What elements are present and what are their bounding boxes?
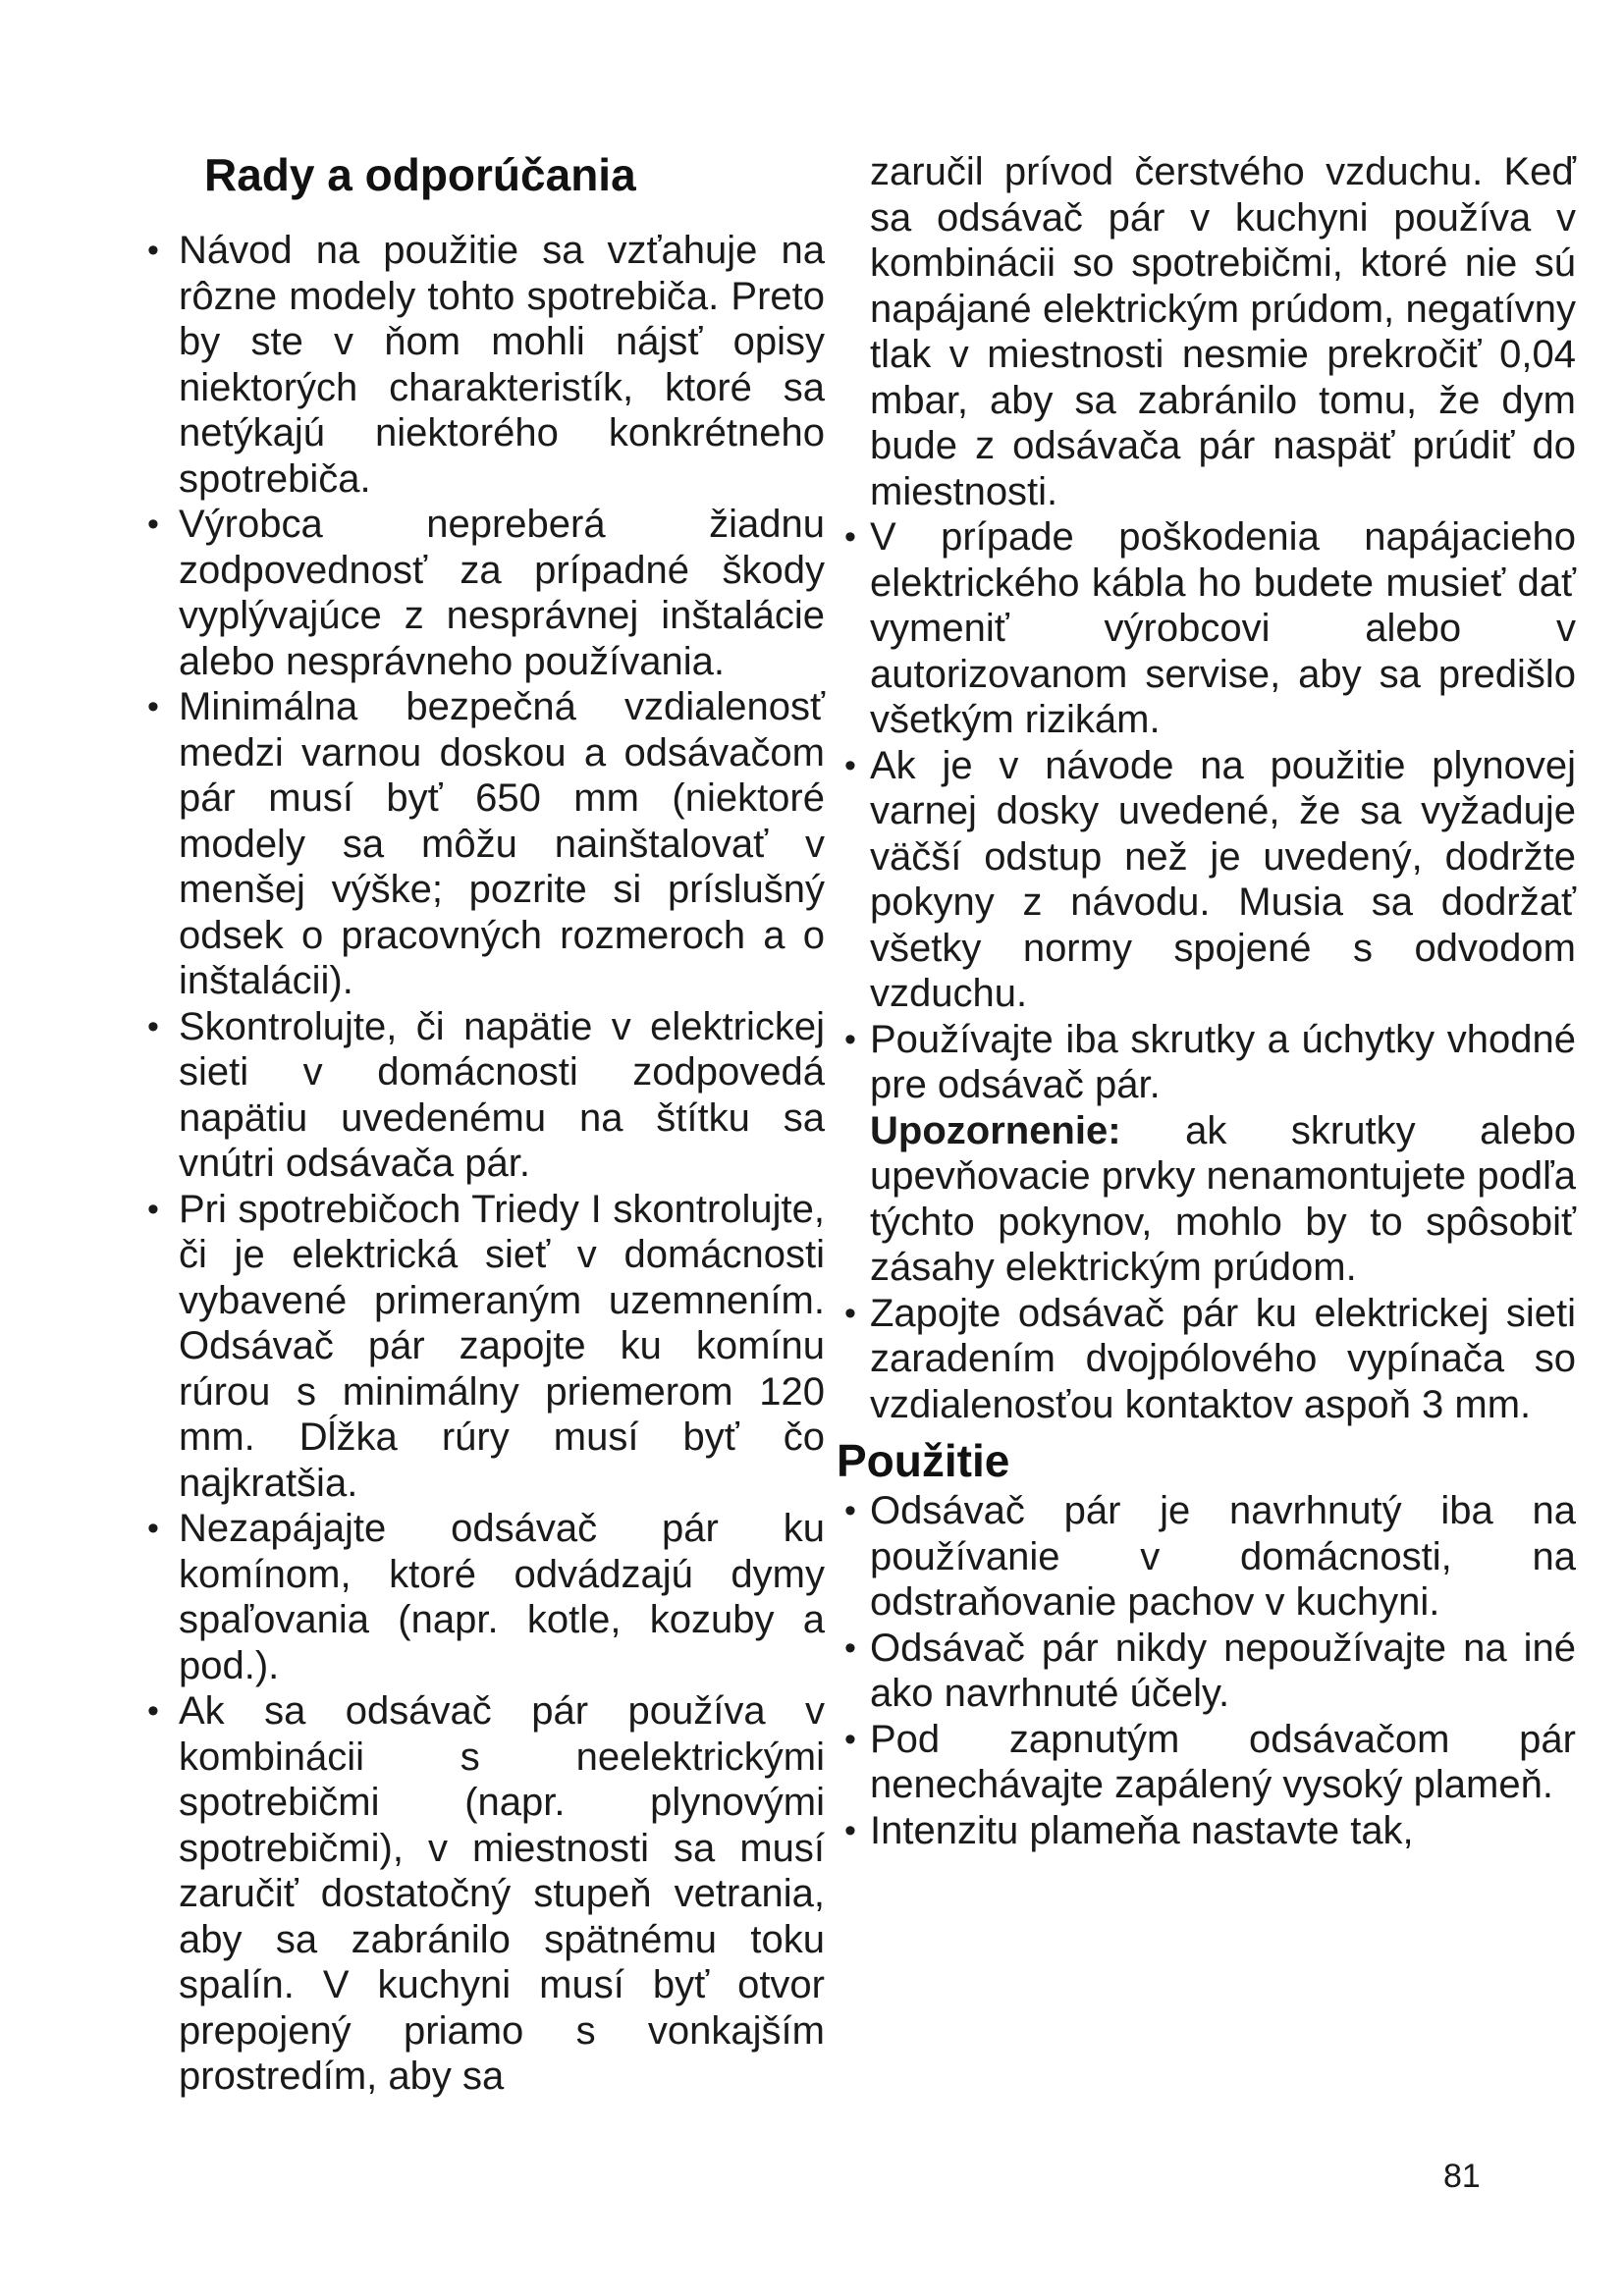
warning-paragraph (844, 1108, 1576, 1291)
usage-list (844, 1488, 1576, 1853)
list-item: • V prípade poškodenia napájacieho elektrického kábla ho budete musieť dať vymeniť výrobcovi alebo v autorizovanom servise, aby sa predišlo všetkým rizikám. (844, 514, 1576, 743)
page-number: 81 (1443, 2158, 1481, 2195)
list-item: • Nezapájajte odsávač pár ku komínom, ktoré odvádzajú dymy spaľovania (napr. kotle, kozuby a pod.). (147, 1506, 825, 1688)
list-item: • Ak je v návode na použitie plynovej varnej dosky uvedené, že sa vyžaduje väčší odstup než je uvedený, dodržte pokyny z návodu. Musia sa dodržať všetky normy spojené s odvodom vzduchu. (844, 743, 1576, 1017)
advice-list-end (844, 1291, 1576, 1428)
warning-label: Upozornenie: (870, 1108, 1121, 1152)
section-heading-usage: Použitie (837, 1435, 1010, 1486)
section-heading-advice: Rady a odporúčania (204, 149, 636, 200)
advice-list-continued (844, 514, 1576, 1108)
list-item: • Minimálna bezpečná vzdialenosť medzi varnou doskou a odsávačom pár musí byť 650 mm (niektoré modely sa môžu nainštalovať v menšej výške; pozrite si príslušný odsek o pracovných rozmeroch a o inštalácii). (147, 684, 825, 1004)
list-item: • Odsávač pár nikdy nepoužívajte na iné ako navrhnuté účely. (844, 1626, 1576, 1717)
list-item: • Intenzitu plameňa nastavte tak, (844, 1808, 1576, 1854)
left-column (147, 149, 825, 2100)
list-item: • Skontrolujte, či napätie v elektrickej sieti v domácnosti zodpovedá napätiu uvedenému na štítku sa vnútri odsávača pár. (147, 1004, 825, 1187)
list-item: • Zapojte odsávač pár ku elektrickej sieti zaradením dvojpólového vypínača so vzdialenosťou kontaktov aspoň 3 mm. (844, 1291, 1576, 1428)
continued-paragraph: zaručil prívod čerstvého vzduchu. Keď sa odsávač pár v kuchyni používa v kombinácii so spotrebičmi, ktoré nie sú napájané elektrickým prúdom, negatívny tlak v miestnosti nesmie prekročiť 0,04 mbar, aby sa zabránilo tomu, že dym bude z odsávača pár naspäť prúdiť do miestnosti. (870, 150, 1576, 513)
list-item: • Pri spotrebičoch Triedy I skontrolujte, či je elektrická sieť v domácnosti vybavené primeraným uzemnením. Odsávač pár zapojte ku komínu rúrou s minimálny priemerom 120 mm. Dĺžka rúry musí byť čo najkratšia. (147, 1187, 825, 1507)
list-item: • Výrobca nepreberá žiadnu zodpovednosť za prípadné škody vyplývajúce z nesprávnej inštalácie alebo nesprávneho používania. (147, 502, 825, 684)
warning-text: ak skrutky alebo upevňovacie prvky nenamontujete podľa týchto pokynov, mohlo by to spôsobiť zásahy elektrickým prúdom. (870, 1108, 1576, 1289)
right-column (837, 149, 1576, 1853)
list-item: • Návod na použitie sa vzťahuje na rôzne modely tohto spotrebiča. Preto by ste v ňom mohli nájsť opisy niektorých charakteristík, ktoré sa netýkajú niektorého konkrétneho spotrebiča. (147, 228, 825, 502)
list-item: • Pod zapnutým odsávačom pár nenechávajte zapálený vysoký plameň. (844, 1717, 1576, 1808)
list-item: • Používajte iba skrutky a úchytky vhodné pre odsávač pár. (844, 1017, 1576, 1108)
list-item: • Odsávač pár je navrhnutý iba na používanie v domácnosti, na odstraňovanie pachov v kuchyni. (844, 1488, 1576, 1626)
advice-list (147, 228, 825, 2100)
list-item: • Ak sa odsávač pár používa v kombinácii s neelektrickými spotrebičmi (napr. plynovými spotrebičmi), v miestnosti sa musí zaručiť dostatočný stupeň vetrania, aby sa zabránilo spätnému toku spalín. V kuchyni musí byť otvor prepojený priamo s vonkajším prostredím, aby sa (147, 1688, 825, 2100)
